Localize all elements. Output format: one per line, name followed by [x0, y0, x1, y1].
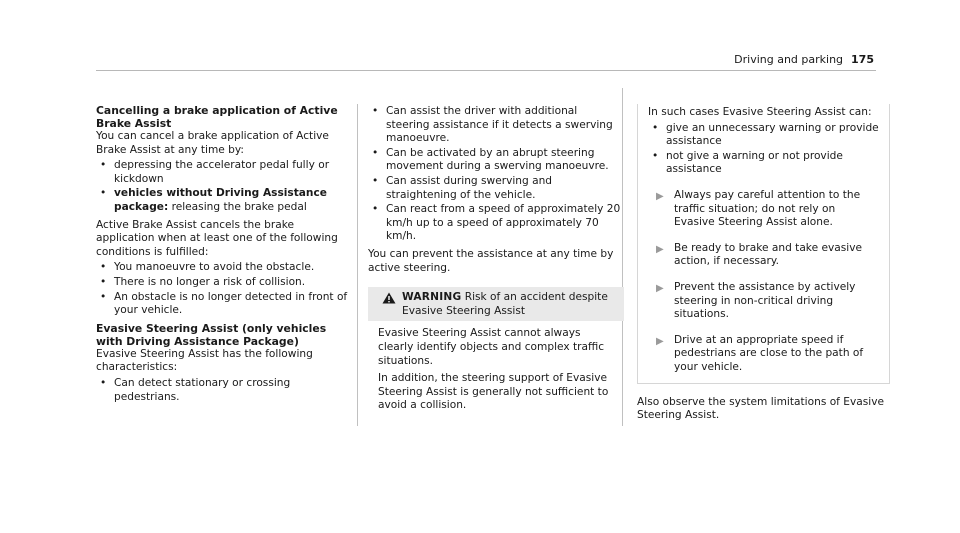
column-1	[96, 104, 352, 408]
page-number: 175	[851, 53, 874, 66]
action-item: ▶ Always pay careful attention to the traffic situation; do not rely on Evasive Steering Assist alone.	[656, 188, 861, 229]
column-divider-1	[357, 104, 358, 426]
cancel-method-list	[96, 159, 352, 214]
list-item: • An obstacle is no longer detected in front of your vehicle.	[100, 290, 348, 317]
characteristics-list	[96, 377, 352, 404]
bullet: •	[100, 159, 107, 172]
arrow-icon: ▶	[656, 335, 664, 347]
arrow-icon: ▶	[656, 282, 664, 294]
warning-text-1: Evasive Steering Assist cannot always clearly identify objects and complex traffic situations.	[378, 327, 605, 367]
warning-triangle-icon	[382, 292, 396, 304]
warning-text-2: In addition, the steering support of Evasive Steering Assist is generally not sufficient to avoid a collision.	[378, 372, 609, 412]
list-item: • You manoeuvre to avoid the obstacle.	[100, 261, 315, 274]
arrow-icon: ▶	[656, 190, 664, 202]
cancel-conditions-text: Active Brake Assist cancels the brake application when at least one of the following conditions is fulfilled:	[96, 218, 338, 258]
column-2	[368, 104, 624, 417]
list-item: • Can assist during swerving and straightening of the vehicle.	[372, 174, 553, 201]
conditions-list	[96, 261, 352, 317]
cases-intro: In such cases Evasive Steering Assist can:	[648, 106, 872, 118]
warning-body	[368, 321, 624, 413]
warning-header	[368, 287, 624, 321]
warning-title: Risk of an accident despite Evasive Steering Assist	[402, 291, 608, 317]
column-3	[637, 104, 890, 423]
cases-list	[648, 122, 879, 177]
system-limitations-note: Also observe the system limitations of Evasive Steering Assist.	[637, 395, 884, 422]
list-item: • Can detect stationary or crossing pedestrians.	[100, 376, 291, 403]
cancel-intro: You can cancel a brake application of Active Brake Assist at any time by:	[96, 130, 329, 156]
header-rule	[96, 70, 876, 71]
heading-cancel-brake: Cancelling a brake application of Active Brake Assist	[96, 104, 338, 130]
bullet: •	[100, 187, 107, 200]
list-item: • give an unnecessary warning or provide assistance	[652, 121, 879, 148]
prevent-text: You can prevent the assistance at any time by active steering.	[368, 247, 614, 274]
heading-evasive-steering: Evasive Steering Assist (only vehicles with Driving Assistance Package)	[96, 321, 327, 348]
list-item: • There is no longer a risk of collision.	[100, 275, 306, 288]
esa-intro: Evasive Steering Assist has the following characteristics:	[96, 347, 313, 374]
action-item: ▶ Prevent the assistance by actively steering in non-critical driving situations.	[656, 280, 856, 321]
list-item: • depressing the accelerator pedal fully or kickdown	[100, 159, 330, 185]
running-header	[734, 53, 874, 67]
list-item: • Can react from a speed of approximately 20 km/h up to a speed of approximately 70 km/h.	[372, 203, 621, 243]
action-item: ▶ Be ready to brake and take evasive action, if necessary.	[656, 241, 862, 268]
list-item: • Can assist the driver with additional steering assistance if it detects a swerving manoeuvre.	[372, 105, 613, 145]
list-item: • vehicles without Driving Assistance package: releasing the brake pedal	[100, 187, 327, 213]
section-title: Driving and parking	[734, 53, 844, 66]
characteristics-list-cont	[368, 105, 624, 244]
bold-label: vehicles without Driving Assistance package:	[114, 187, 327, 213]
list-item: • Can be activated by an abrupt steering movement during a swerving manoeuvre.	[372, 146, 609, 173]
warning-continuation-box	[637, 104, 890, 384]
action-item: ▶ Drive at an appropriate speed if pedestrians are close to the path of your vehicle.	[656, 333, 864, 373]
warning-label: WARNING	[402, 291, 462, 304]
list-item: • not give a warning or not provide assistance	[652, 149, 843, 176]
arrow-icon: ▶	[656, 243, 664, 255]
